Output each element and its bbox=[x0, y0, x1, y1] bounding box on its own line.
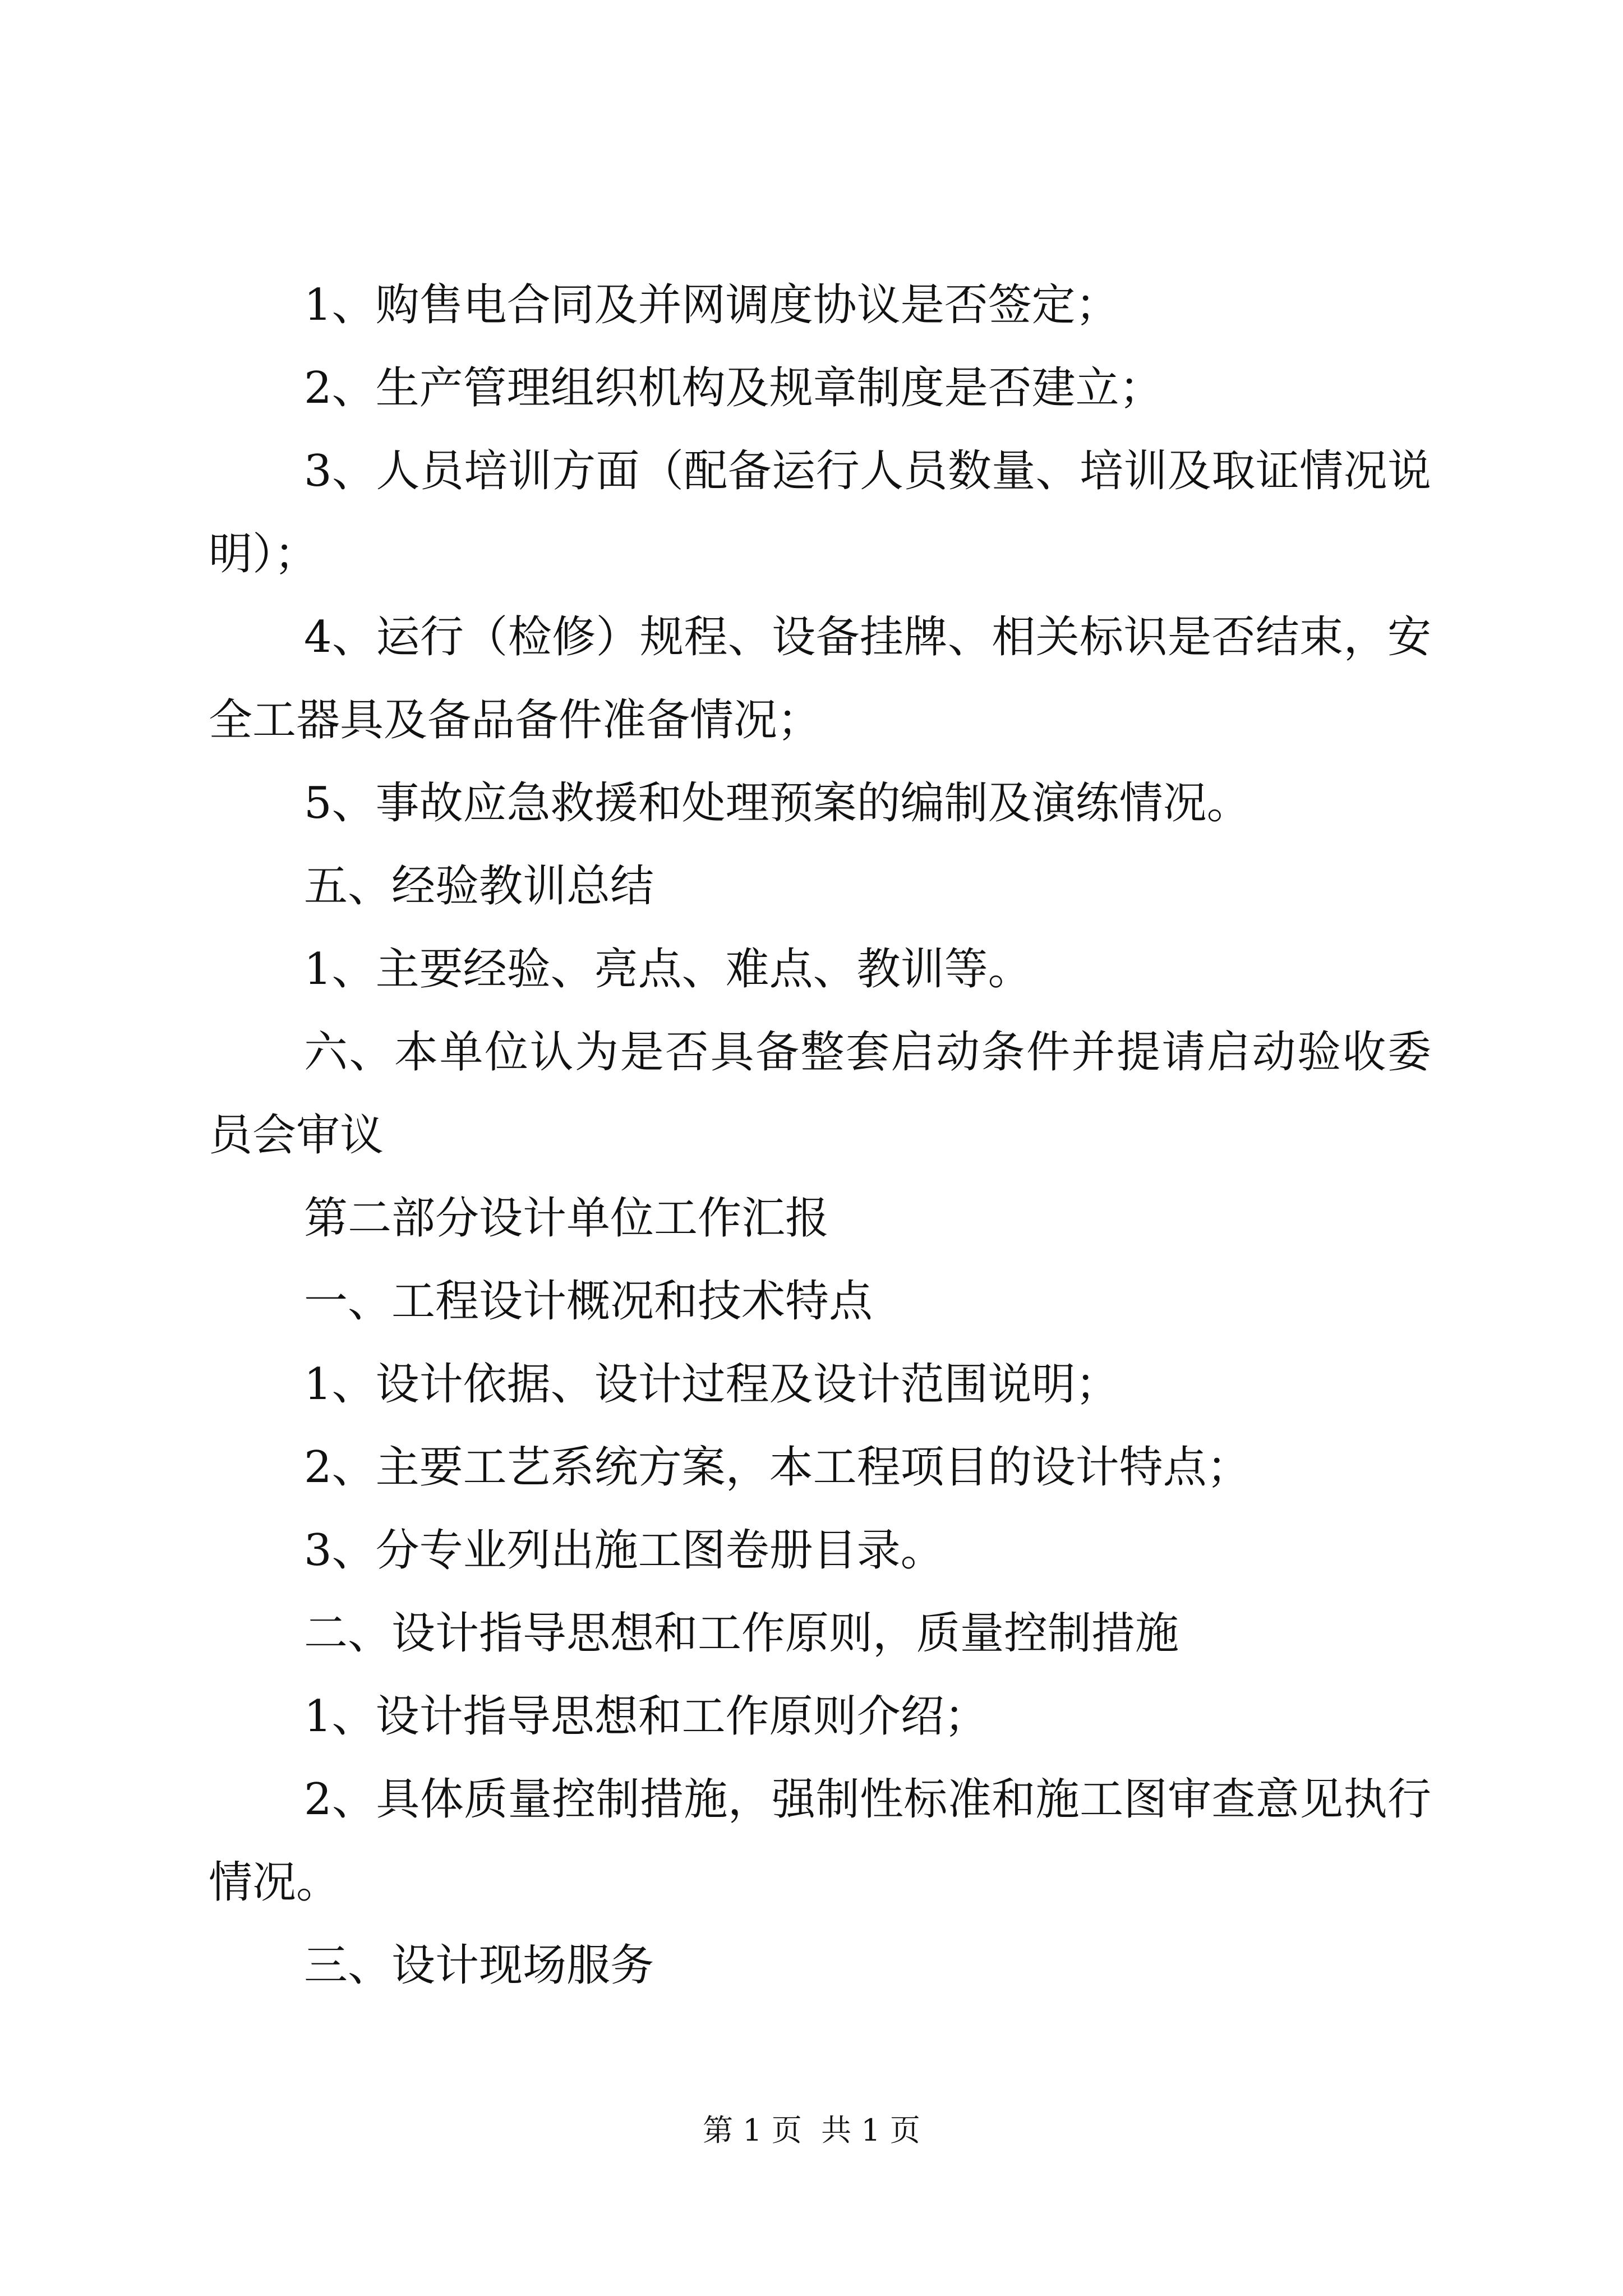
paragraph: 4、运行（检修）规程、设备挂牌、相关标识是否结束，安全工器具及备品备件准备情况； bbox=[209, 612, 1431, 746]
paragraph: 3、分专业列出施工图卷册目录。 bbox=[304, 1525, 944, 1576]
paragraph: 3、人员培训方面（配备运行人员数量、培训及取证情况说明）； bbox=[209, 446, 1431, 579]
paragraph: 5、事故应急救援和处理预案的编制及演练情况。 bbox=[304, 778, 1251, 829]
paragraph: 1、设计指导思想和工作原则介绍； bbox=[304, 1691, 988, 1742]
section-heading: 三、设计现场服务 bbox=[304, 1940, 654, 1991]
section-heading: 五、经验教训总结 bbox=[304, 861, 654, 912]
paragraph: 2、主要工艺系统方案，本工程项目的设计特点； bbox=[304, 1442, 1251, 1493]
paragraph: 1、设计依据、设计过程及设计范围说明； bbox=[304, 1359, 1119, 1410]
document-body bbox=[209, 264, 1431, 2007]
section-heading: 一、工程设计概况和技术特点 bbox=[304, 1276, 873, 1327]
paragraph: 2、生产管理组织机构及规章制度是否建立； bbox=[304, 363, 1163, 413]
part-heading: 第二部分设计单位工作汇报 bbox=[304, 1193, 829, 1244]
section-heading: 六、本单位认为是否具备整套启动条件并提请启动验收委员会审议 bbox=[209, 1027, 1431, 1161]
paragraph: 2、具体质量控制措施，强制性标准和施工图审查意见执行情况。 bbox=[209, 1774, 1431, 1908]
page-footer: 第 1 页 共 1 页 bbox=[703, 2113, 920, 2148]
paragraph: 1、主要经验、亮点、难点、教训等。 bbox=[304, 944, 1032, 995]
paragraph: 1、购售电合同及并网调度协议是否签定； bbox=[304, 280, 1119, 330]
section-heading: 二、设计指导思想和工作原则，质量控制措施 bbox=[304, 1608, 1179, 1659]
